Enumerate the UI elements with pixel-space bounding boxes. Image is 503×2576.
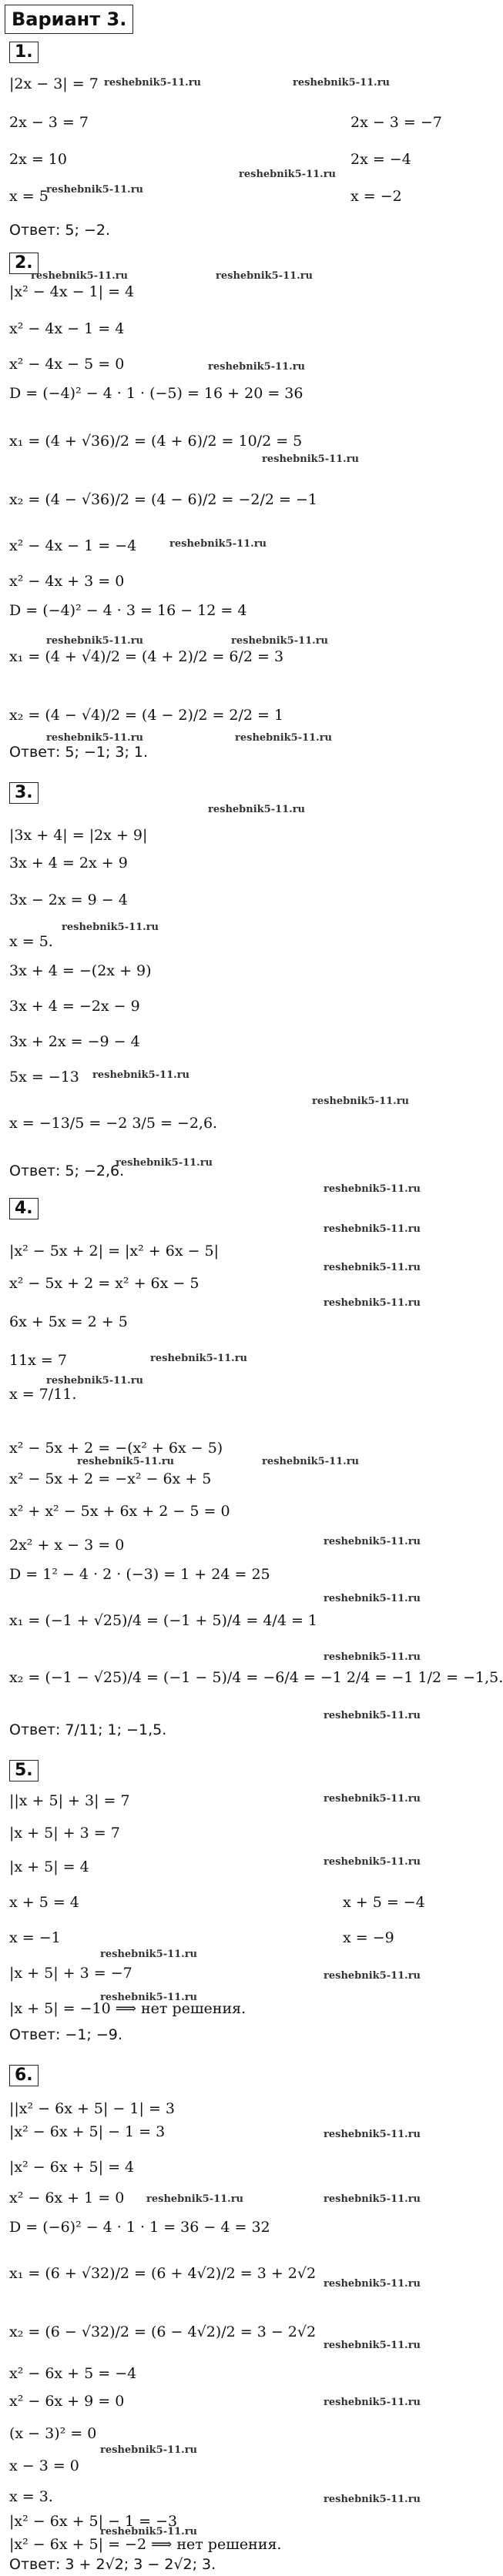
watermark: reshebnik5-11.ru <box>100 2526 198 2538</box>
problem-2-line: x₂ = (4 − √36)/2 = (4 − 6)/2 = −2/2 = −1 <box>9 491 318 508</box>
problem-3-line: |3x + 4| = |2x + 9| <box>9 827 148 844</box>
problem-2-line: x² − 4x − 1 = −4 <box>9 537 137 554</box>
watermark: reshebnik5-11.ru <box>262 453 360 465</box>
problem-6-line: x − 3 = 0 <box>9 2457 79 2474</box>
problem-1-line: 2x = −4 <box>350 151 411 168</box>
problem-6-number: 6. <box>9 2065 39 2086</box>
watermark: reshebnik5-11.ru <box>324 1793 421 1805</box>
problem-3-line: x = 5. <box>9 933 53 950</box>
watermark: reshebnik5-11.ru <box>312 1096 410 1107</box>
problem-3-line: 3x + 4 = −2x − 9 <box>9 998 140 1015</box>
problem-6-line: |x² − 6x + 5| − 1 = −3 <box>9 2513 178 2530</box>
watermark: reshebnik5-11.ru <box>46 732 144 744</box>
problem-3-line: x = −13/5 = −2 3/5 = −2,6. <box>9 1115 218 1132</box>
problem-4-line: 11x = 7 <box>9 1352 67 1369</box>
watermark: reshebnik5-11.ru <box>77 1456 175 1467</box>
problem-1-line: 2x = 10 <box>9 151 67 168</box>
problem-4-answer: Ответ: 7/11; 1; −1,5. <box>9 1721 167 1738</box>
problem-5-answer: Ответ: −1; −9. <box>9 2026 122 2043</box>
watermark: reshebnik5-11.ru <box>324 2193 421 2205</box>
problem-2-line: D = (−4)² − 4 · 1 · (−5) = 16 + 20 = 36 <box>9 385 303 402</box>
watermark: reshebnik5-11.ru <box>116 1157 213 1169</box>
problem-2-line: x² − 4x − 1 = 4 <box>9 320 125 337</box>
watermark: reshebnik5-11.ru <box>324 1593 421 1604</box>
problem-5-line: ||x + 5| + 3| = 7 <box>9 1792 130 1809</box>
problem-6-line: |x² − 6x + 5| = 4 <box>9 2159 135 2176</box>
problem-4-line: x = 7/11. <box>9 1386 77 1403</box>
problem-5-line: |x + 5| = −10 ⟹ нет решения. <box>9 2000 246 2017</box>
problem-3-line: 3x + 4 = 2x + 9 <box>9 855 128 871</box>
watermark: reshebnik5-11.ru <box>46 184 144 196</box>
watermark: reshebnik5-11.ru <box>235 732 333 744</box>
problem-4-line: x² − 5x + 2 = −(x² + 6x − 5) <box>9 1440 223 1457</box>
watermark: reshebnik5-11.ru <box>100 1992 198 2003</box>
watermark: reshebnik5-11.ru <box>104 77 202 89</box>
problem-1-line: x = 5 <box>9 188 49 205</box>
watermark: reshebnik5-11.ru <box>216 270 314 282</box>
watermark: reshebnik5-11.ru <box>324 1651 421 1663</box>
watermark: reshebnik5-11.ru <box>146 2193 244 2205</box>
watermark: reshebnik5-11.ru <box>324 1856 421 1868</box>
problem-2-line: x² − 4x + 3 = 0 <box>9 573 125 590</box>
watermark: reshebnik5-11.ru <box>324 1297 421 1309</box>
problem-2-line: x₁ = (4 + √36)/2 = (4 + 6)/2 = 10/2 = 5 <box>9 433 303 450</box>
problem-2-line: x₂ = (4 − √4)/2 = (4 − 2)/2 = 2/2 = 1 <box>9 707 284 724</box>
problem-3-number: 3. <box>9 782 39 804</box>
problem-2-line: D = (−4)² − 4 · 3 = 16 − 12 = 4 <box>9 602 247 619</box>
watermark: reshebnik5-11.ru <box>231 635 329 647</box>
watermark: reshebnik5-11.ru <box>208 361 306 373</box>
problem-6-line: ||x² − 6x + 5| − 1| = 3 <box>9 2100 176 2117</box>
problem-5-line: x = −9 <box>343 1929 394 1946</box>
problem-2-line: |x² − 4x − 1| = 4 <box>9 283 135 300</box>
watermark: reshebnik5-11.ru <box>324 1183 421 1195</box>
problem-2-line: x₁ = (4 + √4)/2 = (4 + 2)/2 = 6/2 = 3 <box>9 648 284 665</box>
watermark: reshebnik5-11.ru <box>324 1970 421 1982</box>
problem-1-line: x = −2 <box>350 188 402 205</box>
problem-1-line: |2x − 3| = 7 <box>9 75 99 92</box>
problem-4-line: x² − 5x + 2 = −x² − 6x + 5 <box>9 1470 212 1487</box>
problem-3-line: 3x − 2x = 9 − 4 <box>9 892 128 908</box>
problem-1-line: 2x − 3 = −7 <box>350 114 442 131</box>
watermark: reshebnik5-11.ru <box>169 538 267 550</box>
problem-2-line: x² − 4x − 5 = 0 <box>9 356 125 373</box>
problem-5-line: |x + 5| + 3 = 7 <box>9 1825 120 1842</box>
watermark: reshebnik5-11.ru <box>92 1069 190 1081</box>
problem-3-line: 5x = −13 <box>9 1069 79 1086</box>
watermark: reshebnik5-11.ru <box>324 2494 421 2505</box>
problem-6-line: D = (−6)² − 4 · 1 · 1 = 36 − 4 = 32 <box>9 2219 270 2236</box>
problem-6-line: x² − 6x + 9 = 0 <box>9 2393 125 2410</box>
watermark: reshebnik5-11.ru <box>100 2444 198 2456</box>
problem-3-line: 3x + 2x = −9 − 4 <box>9 1033 140 1050</box>
watermark: reshebnik5-11.ru <box>324 1262 421 1273</box>
problem-4-number: 4. <box>9 1198 39 1219</box>
problem-5-line: x = −1 <box>9 1929 61 1946</box>
watermark: reshebnik5-11.ru <box>150 1353 248 1364</box>
problem-6-answer: Ответ: 3 + 2√2; 3 − 2√2; 3. <box>9 2556 216 2573</box>
problem-4-line: D = 1² − 4 · 2 · (−3) = 1 + 24 = 25 <box>9 1566 270 1583</box>
watermark: reshebnik5-11.ru <box>31 270 129 282</box>
problem-1-line: 2x − 3 = 7 <box>9 114 89 131</box>
problem-4-line: x₁ = (−1 + √25)/4 = (−1 + 5)/4 = 4/4 = 1 <box>9 1612 318 1629</box>
watermark: reshebnik5-11.ru <box>46 635 144 647</box>
problem-6-line: (x − 3)² = 0 <box>9 2425 97 2442</box>
watermark: reshebnik5-11.ru <box>324 2129 421 2140</box>
problem-4-line: 2x² + x − 3 = 0 <box>9 1537 125 1554</box>
problem-6-line: x = 3. <box>9 2488 53 2505</box>
problem-3-answer: Ответ: 5; −2,6. <box>9 1163 125 1179</box>
problem-2-answer: Ответ: 5; −1; 3; 1. <box>9 744 149 761</box>
problem-6-line: x² − 6x + 5 = −4 <box>9 2365 137 2382</box>
watermark: reshebnik5-11.ru <box>46 1375 144 1387</box>
watermark: reshebnik5-11.ru <box>324 1536 421 1547</box>
watermark: reshebnik5-11.ru <box>324 1710 421 1721</box>
watermark: reshebnik5-11.ru <box>262 1456 360 1467</box>
problem-6-line: x₁ = (6 + √32)/2 = (6 + 4√2)/2 = 3 + 2√2 <box>9 2265 317 2282</box>
problem-5-line: x + 5 = −4 <box>343 1894 425 1911</box>
problem-4-line: x² − 5x + 2 = x² + 6x − 5 <box>9 1275 200 1292</box>
problem-5-line: x + 5 = 4 <box>9 1894 79 1911</box>
problem-4-line: x² + x² − 5x + 6x + 2 − 5 = 0 <box>9 1503 230 1520</box>
problem-4-line: |x² − 5x + 2| = |x² + 6x − 5| <box>9 1243 220 1260</box>
problem-6-line: |x² − 6x + 5| = −2 ⟹ нет решения. <box>9 2536 282 2553</box>
watermark: reshebnik5-11.ru <box>293 77 391 89</box>
problem-5-number: 5. <box>9 1760 39 1781</box>
problem-2-number: 2. <box>9 253 39 274</box>
watermark: reshebnik5-11.ru <box>324 2397 421 2408</box>
problem-6-line: x² − 6x + 1 = 0 <box>9 2190 125 2206</box>
page-title: Вариант 3. <box>5 5 133 34</box>
problem-6-line: x₂ = (6 − √32)/2 = (6 − 4√2)/2 = 3 − 2√2 <box>9 2323 317 2340</box>
problem-5-line: |x + 5| + 3 = −7 <box>9 1965 132 1982</box>
watermark: reshebnik5-11.ru <box>324 2278 421 2290</box>
watermark: reshebnik5-11.ru <box>208 804 306 815</box>
problem-5-line: |x + 5| = 4 <box>9 1858 89 1875</box>
watermark: reshebnik5-11.ru <box>239 169 337 180</box>
watermark: reshebnik5-11.ru <box>324 2340 421 2351</box>
problem-1-answer: Ответ: 5; −2. <box>9 222 110 239</box>
problem-4-line: 6x + 5x = 2 + 5 <box>9 1313 128 1330</box>
watermark: reshebnik5-11.ru <box>100 1949 198 1960</box>
watermark: reshebnik5-11.ru <box>62 922 159 933</box>
problem-3-line: 3x + 4 = −(2x + 9) <box>9 962 152 979</box>
problem-1-number: 1. <box>9 42 39 63</box>
problem-6-line: |x² − 6x + 5| − 1 = 3 <box>9 2123 166 2140</box>
problem-4-line: x₂ = (−1 − √25)/4 = (−1 − 5)/4 = −6/4 = −1 2/4 = −1 1/2 = −1,5. <box>9 1669 503 1686</box>
watermark: reshebnik5-11.ru <box>324 1223 421 1235</box>
